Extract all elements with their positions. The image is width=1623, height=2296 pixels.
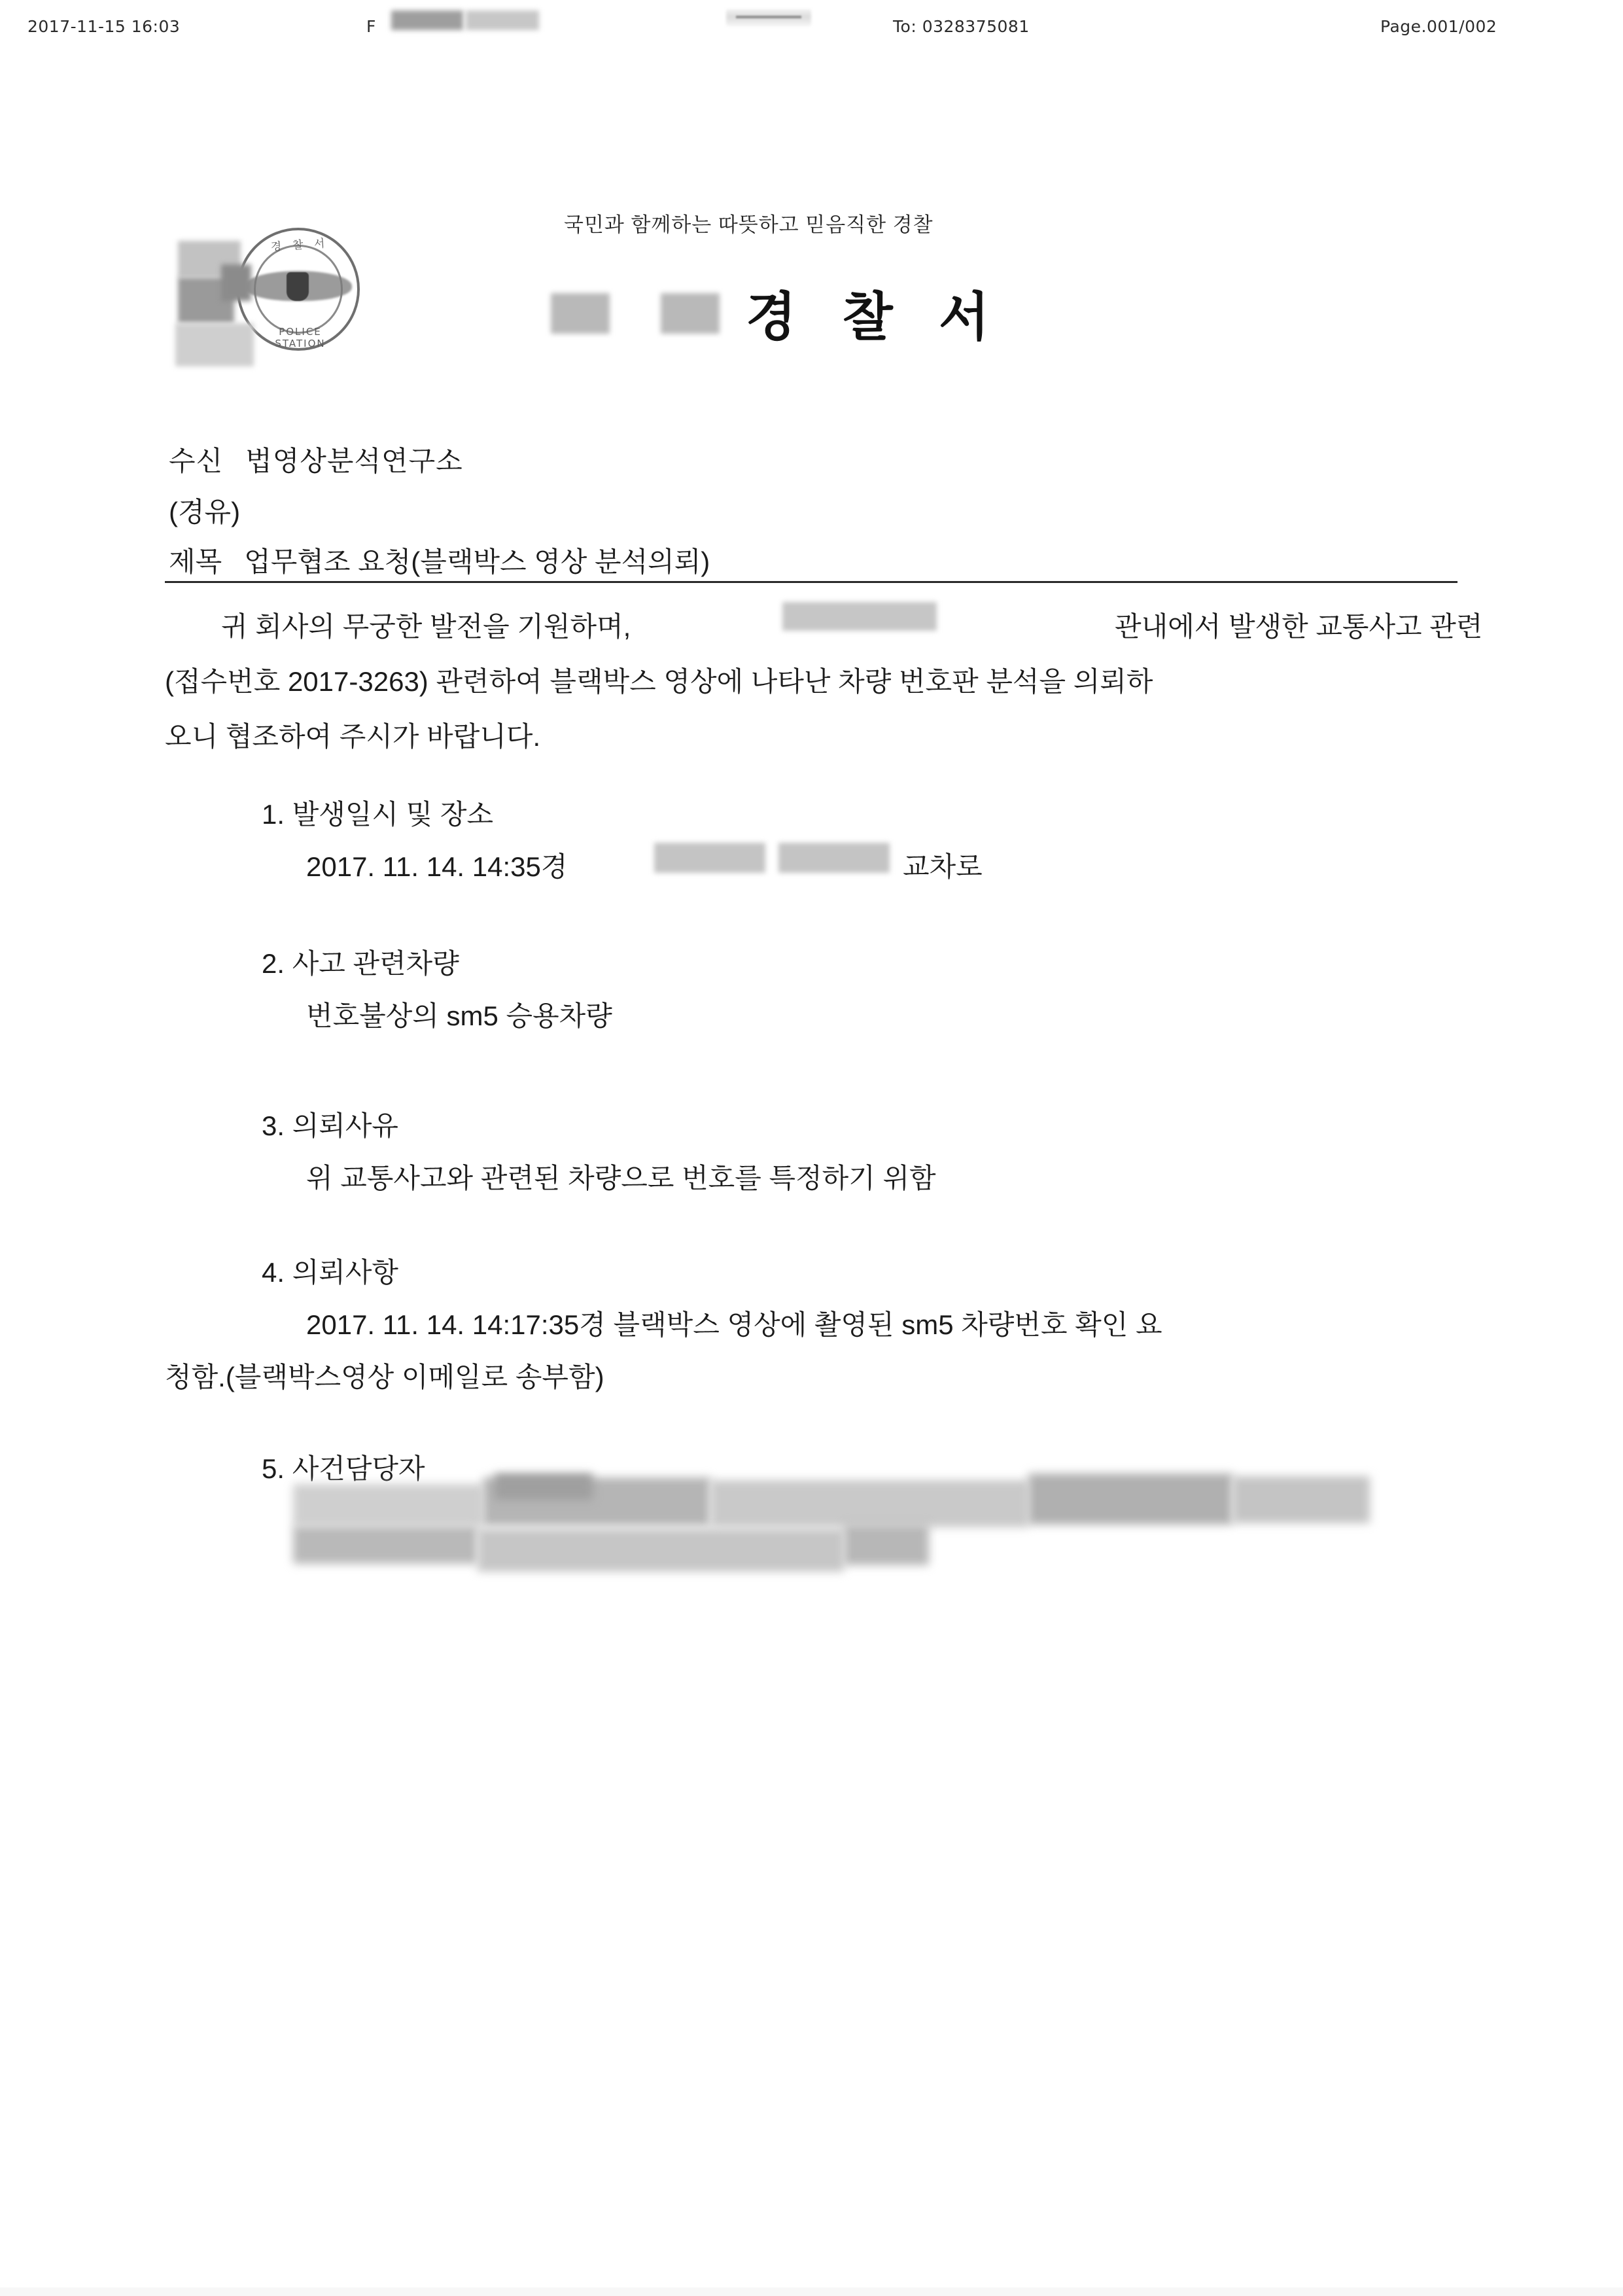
redaction-officer-7 [478, 1528, 844, 1572]
body-line-2: (접수번호 2017-3263) 관련하여 블랙박스 영상에 나타난 차량 번호판 분석을 의뢰하 [165, 666, 1153, 697]
body-line-1a: 귀 회사의 무궁한 발전을 기원하며, [221, 611, 631, 642]
recipient-value: 법영상분석연구소 [245, 446, 463, 476]
item-5 [262, 1447, 425, 1487]
item-3-title: 의뢰사유 [292, 1110, 398, 1141]
page-bottom-edge [0, 2287, 1623, 2296]
body-line-1b: 관내에서 발생한 교통사고 관련 [1115, 611, 1483, 642]
redaction-emblem-4 [221, 264, 251, 301]
subject-label: 제목 [169, 546, 222, 577]
item-3 [262, 1104, 398, 1144]
item-5-title: 사건담당자 [292, 1453, 425, 1484]
item-4-number: 4. [262, 1257, 285, 1288]
item-4 [262, 1251, 398, 1290]
redaction-officer-9 [495, 1474, 593, 1500]
item-4-title: 의뢰사항 [292, 1257, 398, 1288]
redaction-officer-3 [710, 1480, 1028, 1527]
item-2 [262, 942, 459, 981]
fax-to-number: To: 0328375081 [893, 17, 1030, 36]
emblem-bottom-text: POLICE STATION [275, 326, 326, 349]
redaction-officer-8 [844, 1525, 929, 1565]
item-4-detail-2: 청함.(블랙박스영상 이메일로 송부함) [165, 1362, 604, 1392]
subject-line [169, 540, 710, 580]
redaction-location-2 [778, 843, 890, 873]
item-1 [262, 793, 493, 832]
recipient-label: 수신 [169, 446, 224, 476]
emblem-center-icon [287, 272, 309, 301]
redaction-location-1 [654, 843, 765, 873]
redaction-officer-1 [293, 1484, 483, 1526]
item-2-detail: 번호불상의 sm5 승용차량 [306, 1000, 612, 1031]
item-1-detail-tail: 교차로 [903, 851, 983, 882]
item-5-number: 5. [262, 1453, 285, 1484]
fax-page-counter: Page.001/002 [1380, 17, 1497, 36]
body-line-3: 오니 협조하여 주시가 바랍니다. [165, 721, 541, 752]
item-2-title: 사고 관련차량 [292, 948, 459, 979]
item-1-number: 1. [262, 799, 285, 830]
redaction-officer-4 [1028, 1474, 1232, 1525]
item-3-detail: 위 교통사고와 관련된 차량으로 번호를 특정하기 위함 [306, 1163, 936, 1193]
item-2-number: 2. [262, 948, 285, 979]
redaction-body-jurisdiction [782, 602, 937, 631]
item-1-title: 발생일시 및 장소 [292, 799, 494, 830]
item-3-number: 3. [262, 1110, 285, 1141]
via-line: (경유) [169, 497, 241, 527]
subject-value: 업무협조 요청(블랙박스 영상 분석의뢰) [244, 546, 710, 577]
police-slogan: 국민과 함께하는 따뜻하고 믿음직한 경찰 [564, 213, 934, 236]
item-1-detail: 2017. 11. 14. 14:35경 [306, 851, 568, 882]
fax-from-label: F [366, 17, 376, 36]
redaction-emblem-3 [175, 323, 254, 366]
redaction-title-2 [661, 293, 720, 334]
item-4-detail: 2017. 11. 14. 14:17:35경 블랙박스 영상에 촬영된 sm5 차량번호 확인 요 [306, 1309, 1162, 1340]
redaction-officer-5 [1232, 1476, 1370, 1523]
fax-timestamp: 2017-11-15 16:03 [27, 17, 181, 36]
redaction-title-1 [551, 293, 610, 334]
emblem-top-text: 경 찰 서 [270, 236, 330, 254]
document-title: 경 찰 서 [746, 288, 1005, 346]
recipient-line [169, 440, 463, 479]
redaction-officer-6 [293, 1526, 478, 1564]
header-divider [165, 581, 1457, 583]
